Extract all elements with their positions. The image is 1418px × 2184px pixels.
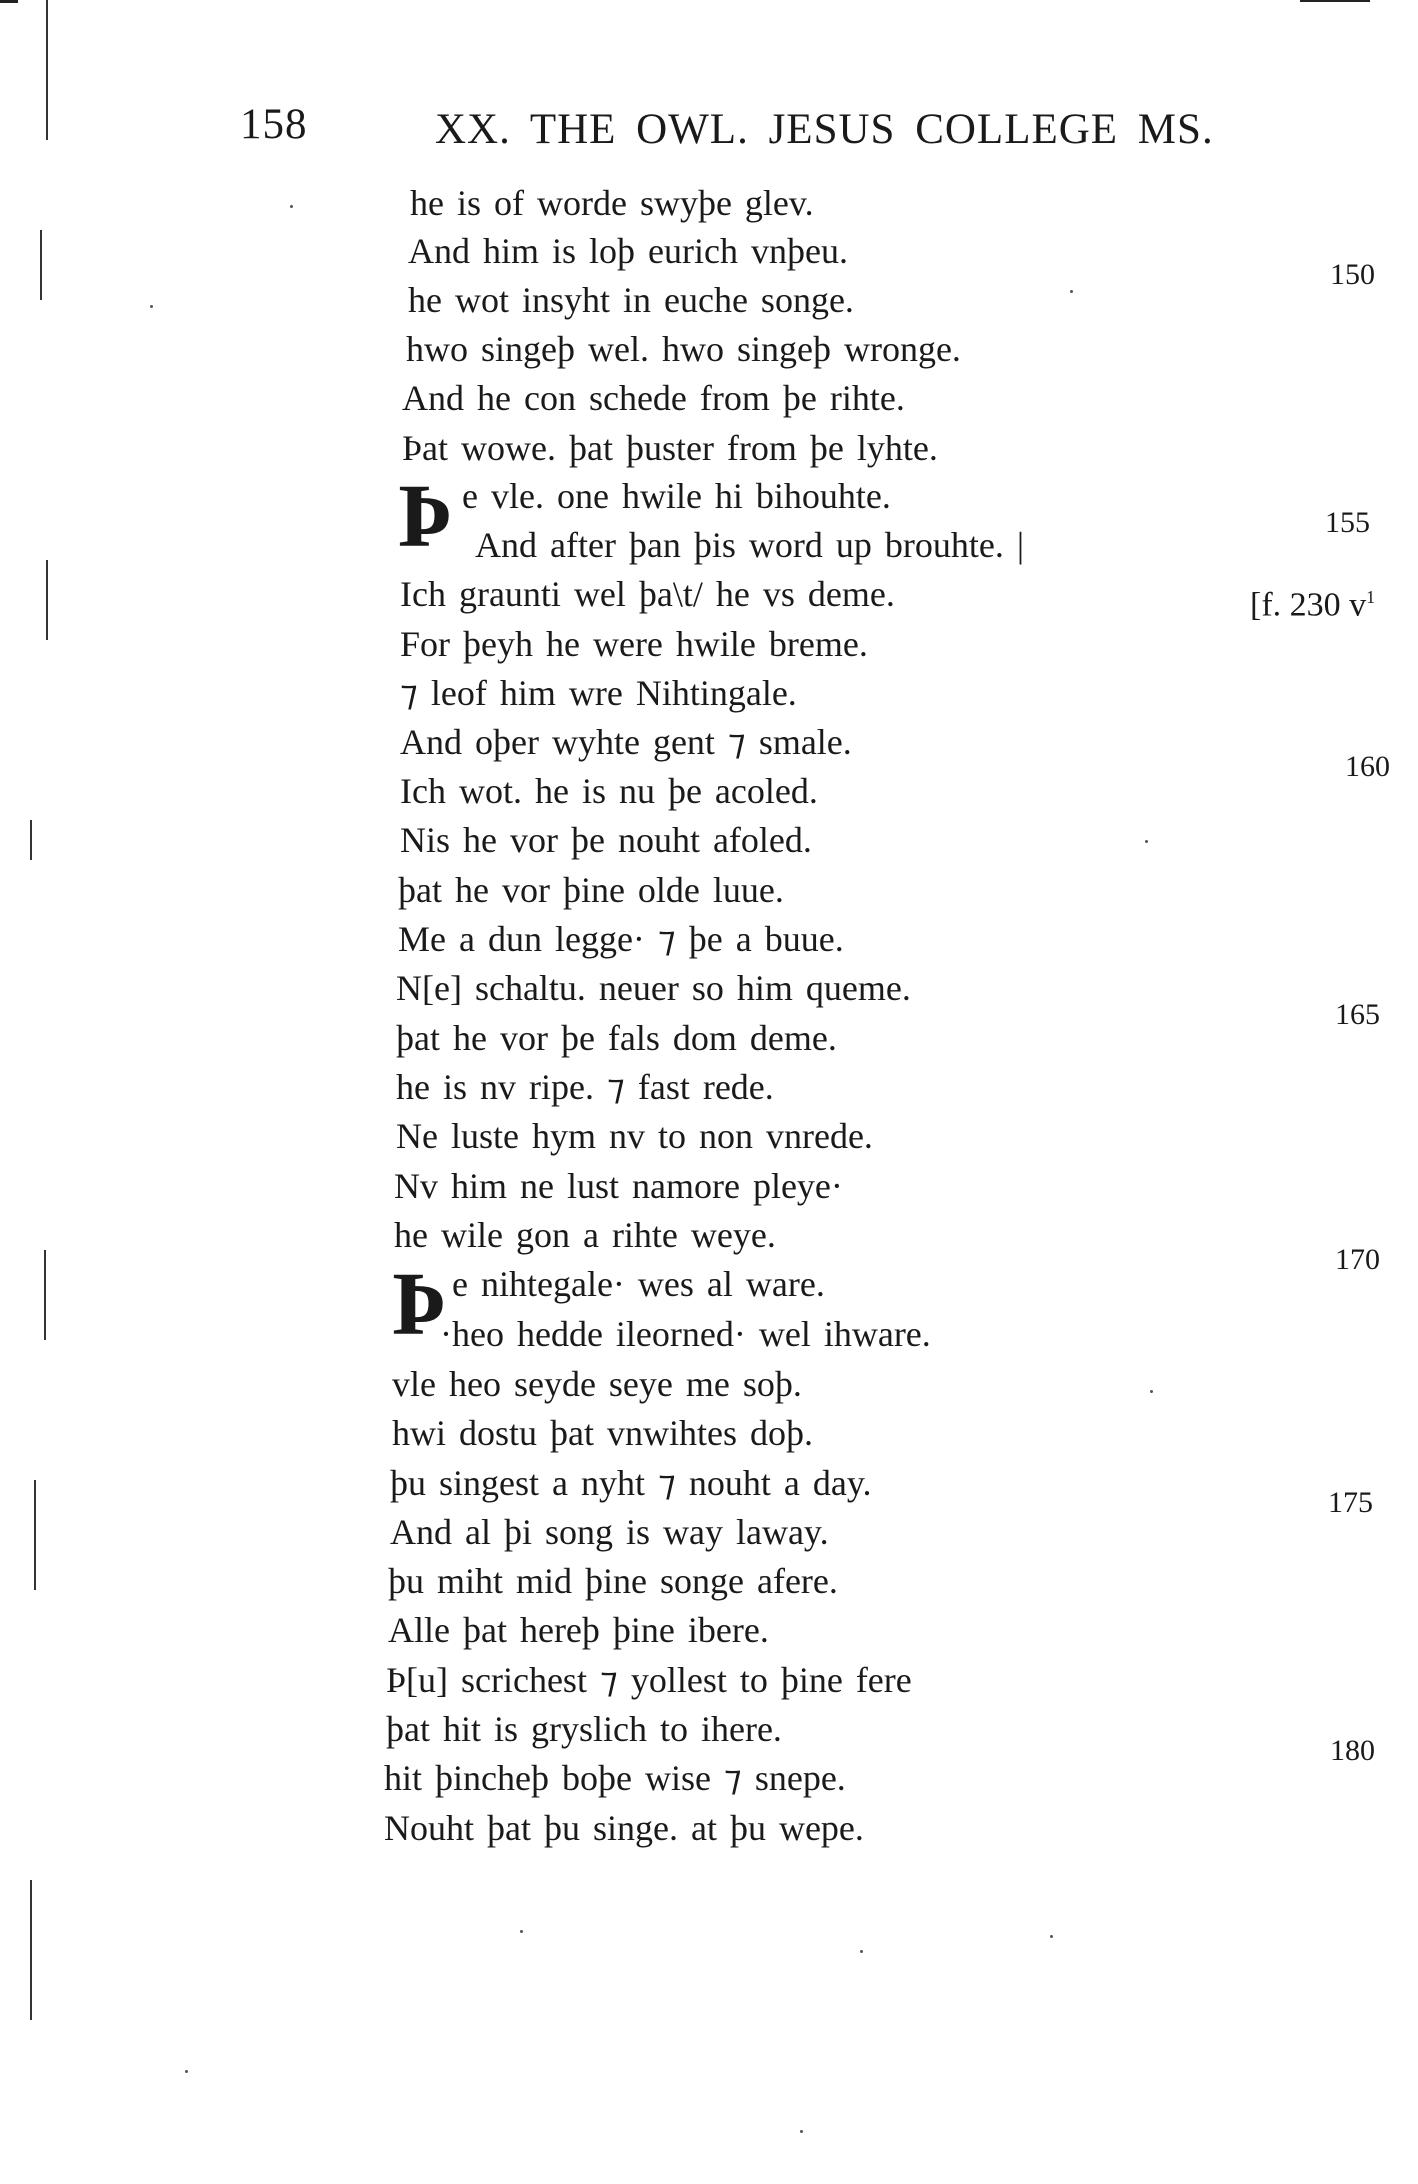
verse-line: And oþer wyhte gent ⁊ smale. [400,722,852,762]
verse-line: Þ[u] scrichest ⁊ yollest to þine fere [386,1660,912,1700]
verse-line: e vle. one hwile hi bihouhte. [462,476,891,516]
scan-speck [1050,1935,1053,1938]
verse-line: þat he vor þine olde luue. [398,870,784,910]
line-number: 155 [1325,506,1370,539]
verse-line: þu miht mid þine songe afere. [388,1561,838,1601]
verse-line: Þat wowe. þat þuster from þe lyhte. [402,428,938,468]
verse-line: Me a dun legge· ⁊ þe a buue. [398,919,844,959]
scan-speck [290,205,293,208]
verse-line: hit þincheþ boþe wise ⁊ snepe. [384,1758,846,1798]
line-number: 180 [1330,1734,1375,1767]
initial-capital: Þ [392,1255,447,1354]
verse-line: And al þi song is way laway. [390,1512,829,1552]
verse-line: Ne luste hym nv to non vnrede. [396,1116,873,1156]
folio-reference [1250,588,1375,622]
scan-speck [185,2070,188,2073]
folio-text: [f. 230 v [1250,586,1367,624]
top-rule [0,0,18,3]
verse-line: Nv him ne lust namore pleye· [394,1166,843,1206]
verse-line: N[e] schaltu. neuer so him queme. [396,968,911,1008]
verse-line: For þeyh he were hwile breme. [400,624,868,664]
scan-speck [1070,290,1073,293]
verse-line: he wile gon a rihte weye. [394,1215,776,1255]
verse-line: Nouht þat þu singe. at þu wepe. [384,1808,864,1848]
verse-line: And he con schede from þe rihte. [402,378,905,418]
verse-line: he wot insyht in euche songe. [408,280,854,320]
verse-line: hwo singeþ wel. hwo singeþ wronge. [406,329,961,369]
verse-line: þu singest a nyht ⁊ nouht a day. [390,1463,872,1503]
verse-line: Alle þat hereþ þine ibere. [388,1610,769,1650]
page-header [240,100,1240,160]
verse-line: hwi dostu þat vnwihtes doþ. [392,1413,813,1453]
running-title: XX. THE OWL. JESUS COLLEGE MS. [435,106,1214,153]
line-number: 175 [1328,1486,1373,1519]
verse-line: þat he vor þe fals dom deme. [396,1018,837,1058]
verse-line: ⁊ leof him wre Nihtingale. [400,673,797,713]
scan-edge-line [34,1480,36,1590]
folio-superscript: 1 [1366,587,1376,607]
top-rule-right [1300,0,1370,2]
line-number: 165 [1335,998,1380,1031]
verse-line: Ich wot. he is nu þe acoled. [400,771,818,811]
line-number: 150 [1330,258,1375,291]
line-number: 160 [1345,750,1390,783]
scan-speck [800,2130,803,2133]
scan-speck [1145,840,1148,843]
verse-line: vle heo seyde seye me soþ. [392,1364,802,1404]
verse-line: e nihtegale· wes al ware. [452,1264,825,1304]
scan-speck [150,305,153,308]
scan-edge-line [46,560,48,640]
scan-edge-line [44,1250,46,1340]
verse-line: And him is loþ eurich vnþeu. [408,231,848,271]
scan-edge-line [30,1880,32,2020]
verse-line: Nis he vor þe nouht afoled. [400,820,812,860]
scan-edge-line [40,230,42,300]
verse-line: And after þan þis word up brouhte. | [475,525,1025,565]
page-number: 158 [240,101,308,148]
scan-edge-line [30,820,32,860]
verse-line: he is of worde swyþe glev. [410,183,814,223]
scan-edge-line [46,0,48,140]
verse-line: Ich graunti wel þa\t/ he vs deme. [400,574,895,614]
line-number: 170 [1335,1243,1380,1276]
scan-speck [860,1950,863,1953]
initial-capital: Þ [398,467,453,566]
scan-speck [1150,1390,1153,1393]
verse-line: þat hit is gryslich to ihere. [386,1709,782,1749]
verse-line: he is nv ripe. ⁊ fast rede. [396,1067,774,1107]
verse-line: ·heo hedde ileorned· wel ihware. [440,1314,931,1354]
scan-speck [520,1930,523,1933]
